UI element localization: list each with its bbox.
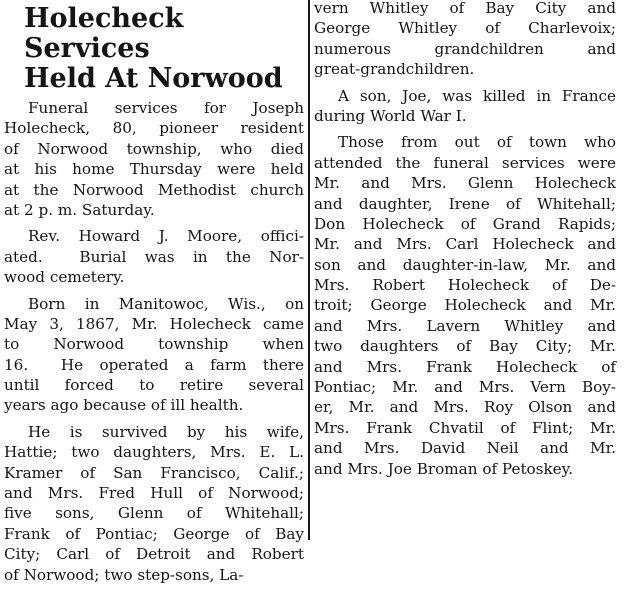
text-line: Hattie; two daughters, Mrs. E. L. [4,443,304,462]
left-paragraph-4 [4,422,304,585]
text-line: of Norwood township, who died [4,139,304,158]
text-line: Mrs. Robert Holecheck of De- [314,276,616,295]
text-line: Pontiac; Mr. and Mrs. Vern Boy- [314,378,616,397]
text-line: and Mrs. Joe Broman of Petoskey. [314,459,574,478]
text-line: Born in Manitowoc, Wis., on [28,294,304,313]
text-line: er, Mr. and Mrs. Roy Olson and [314,398,616,417]
text-line: and Mrs. Fred Hull of Norwood; [4,484,304,503]
text-line: vern Whitley of Bay City and [314,0,616,17]
text-line: Frank of Pontiac; George of Bay [4,524,304,543]
right-paragraph-1 [314,0,616,80]
column-divider [308,0,310,540]
text-line: wood cemetery. [4,268,125,287]
text-line: Rev. Howard J. Moore, offici- [28,227,304,246]
text-line: Holecheck, 80, pioneer resident [4,119,304,138]
headline-line-1: Holecheck Services [24,3,184,64]
text-line: and Mrs. Lavern Whitley and [314,316,616,335]
text-line: May 3, 1867, Mr. Holecheck came [4,314,304,333]
left-column [4,0,304,591]
right-paragraph-3 [314,132,616,479]
left-paragraph-2 [4,226,304,287]
text-line: at the Norwood Methodist church [4,180,304,199]
left-body-text [4,98,304,585]
text-line: of Norwood; two step-sons, La- [4,565,244,584]
text-line: attended the funeral services were [314,153,616,172]
text-line: George Whitley of Charlevoix; [314,19,616,38]
text-line: at his home Thursday were held [4,160,304,179]
headline-line-2: Held At Norwood [24,63,283,94]
text-line: A son, Joe, was killed in France [338,86,616,105]
text-line: Don Holecheck of Grand Rapids; [314,214,616,233]
left-paragraph-1 [4,98,304,220]
text-line: to Norwood township when [4,335,304,354]
right-column [314,0,616,485]
text-line: and Mrs. Frank Holecheck of [314,357,616,376]
text-line: Those from out of town who [338,133,616,152]
text-line: at 2 p. m. Saturday. [4,200,155,219]
text-line: City; Carl of Detroit and Robert [4,545,304,564]
text-line: during World War I. [314,106,467,125]
text-line: numerous grandchildren and [314,39,616,58]
text-line: until forced to retire several [4,376,304,395]
text-line: two daughters of Bay City; Mr. [314,337,616,356]
text-line: years ago because of ill health. [4,396,244,415]
text-line: great-grandchildren. [314,60,475,79]
right-body-text [314,0,616,479]
text-line: Kramer of San Francisco, Calif.; [4,463,304,482]
text-line: five sons, Glenn of Whitehall; [4,504,304,523]
headline [24,4,304,94]
text-line: He is survived by his wife, [28,422,304,441]
text-line: Mr. and Mrs. Glenn Holecheck [314,174,616,193]
right-paragraph-2 [314,86,616,127]
text-line: and Mrs. David Neil and Mr. [314,439,616,458]
text-line: Mrs. Frank Chvatil of Flint; Mr. [314,418,616,437]
text-line: and daughter, Irene of Whitehall; [314,194,616,213]
text-line: Funeral services for Joseph [28,99,304,117]
text-line: ated. Burial was in the Nor- [4,247,304,266]
text-line: troit; George Holecheck and Mr. [314,296,616,315]
text-line: 16. He operated a farm there [4,355,304,374]
left-paragraph-3 [4,294,304,416]
text-line: son and daughter-in-law, Mr. and [314,255,616,274]
text-line: Mr. and Mrs. Carl Holecheck and [314,235,616,254]
